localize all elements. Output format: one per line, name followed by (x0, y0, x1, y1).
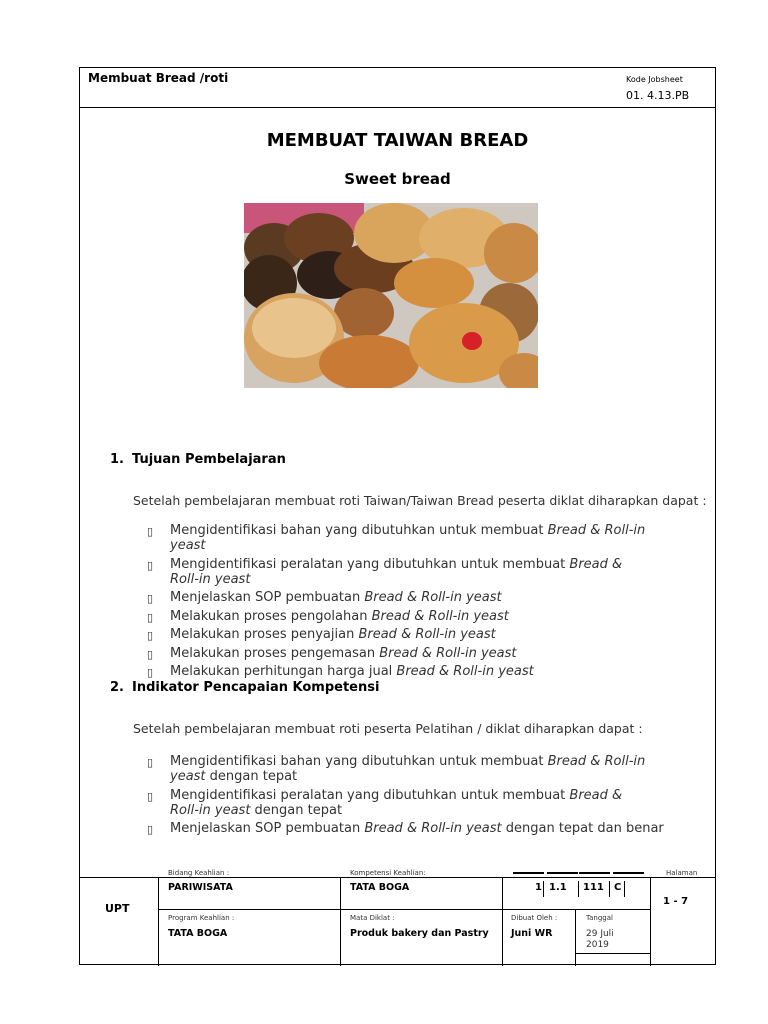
tanggal-year: 2019 (586, 940, 609, 950)
header-divider (79, 107, 716, 108)
bullet-icon: ▯ (147, 629, 154, 642)
code-line (578, 881, 579, 897)
code-line (579, 872, 610, 874)
halaman-label: Halaman (666, 869, 698, 877)
kompetensi-value: TATA BOGA (350, 882, 410, 893)
list-item: ▯ Melakukan proses pengemasan Bread & Roll-in yeast (147, 645, 517, 661)
code-part: 111 (583, 882, 604, 893)
footer-border (576, 953, 651, 954)
list-item: ▯ Melakukan proses pengolahan Bread & Roll-in yeast (147, 608, 509, 624)
code-part: 1 (535, 882, 542, 893)
bullet-icon: ▯ (147, 789, 154, 803)
footer-border (502, 877, 503, 966)
dibuat-label: Dibuat Oleh : (511, 914, 558, 922)
kompetensi-label: Kompetensi Keahlian: (350, 869, 426, 877)
section-number: 1. (110, 452, 124, 467)
diklat-label: Mata Diklat : (350, 914, 395, 922)
sweet-bread-photo (244, 203, 538, 388)
bidang-label: Bidang Keahlian : (168, 869, 230, 877)
section-heading-indikator (110, 680, 379, 695)
code-line (613, 872, 644, 874)
bullet-icon: ▯ (147, 647, 154, 661)
bullet-icon: ▯ (147, 592, 154, 605)
list-item: ▯ Menjelaskan SOP pembuatan Bread & Roll-in yeast (147, 590, 502, 605)
diklat-value: Produk bakery dan Pastry (350, 928, 489, 939)
list-item: ▯ Mengidentifikasi peralatan yang dibutuhkan untuk membuat Bread & Roll-in yeast (147, 556, 623, 587)
bullet-icon: ▯ (147, 666, 154, 679)
bullet-icon: ▯ (147, 558, 154, 572)
section-heading-tujuan (110, 452, 286, 467)
list-item: ▯ Melakukan proses penyajian Bread & Roll-in yeast (147, 627, 496, 642)
section-number: 2. (110, 680, 124, 695)
header-title: Membuat Bread /roti (88, 71, 229, 85)
bidang-value: PARIWISATA (168, 882, 233, 893)
pastry-illustration (244, 203, 538, 388)
footer-border (158, 877, 159, 966)
footer-border (575, 909, 576, 966)
list-item: ▯ Mengidentifikasi bahan yang dibutuhkan untuk membuat Bread & Roll-in yeast dengan tepat (147, 754, 646, 784)
code-line (624, 881, 625, 897)
section-intro: Setelah pembelajaran membuat roti Taiwan/Taiwan Bread peserta diklat diharapkan dapat : (133, 493, 707, 508)
code-line (543, 881, 544, 897)
footer-border (158, 909, 650, 910)
tanggal-value: 29 Juli (586, 929, 614, 939)
dibuat-value: Juni WR (511, 928, 553, 939)
code-line (513, 872, 544, 874)
bullet-icon: ▯ (147, 525, 154, 538)
kode-jobsheet-value: 01. 4.13.PB (626, 89, 690, 102)
section-title: Indikator Pencapaian Kompetensi (132, 680, 380, 695)
footer-border (79, 964, 716, 965)
footer-border (340, 877, 341, 966)
tujuan-list (147, 523, 670, 683)
bullet-icon: ▯ (147, 823, 154, 836)
document-title: MEMBUAT TAIWAN BREAD (266, 130, 529, 151)
tanggal-label: Tanggal (586, 914, 613, 922)
section-intro: Setelah pembelajaran membuat roti peserta Pelatihan / diklat diharapkan dapat : (133, 721, 643, 736)
bullet-icon: ▯ (147, 756, 154, 769)
bullet-icon: ▯ (147, 610, 154, 624)
code-part: C (614, 882, 622, 893)
list-item: ▯ Mengidentifikasi bahan yang dibutuhkan untuk membuat Bread & Roll-in yeast (147, 523, 646, 553)
list-item: ▯ Mengidentifikasi peralatan yang dibutuhkan untuk membuat Bread & Roll-in yeast dengan tepat (147, 787, 623, 818)
program-label: Program Keahlian : (168, 914, 235, 922)
indikator-list (147, 754, 670, 840)
list-item: ▯ Menjelaskan SOP pembuatan Bread & Roll-in yeast dengan tepat dan benar (147, 821, 664, 836)
code-line (547, 872, 578, 874)
document-subtitle: Sweet bread (344, 170, 451, 188)
code-part: 1.1 (549, 882, 567, 893)
program-value: TATA BOGA (168, 928, 228, 939)
footer-border (79, 877, 716, 878)
halaman-value: 1 - 7 (663, 896, 689, 907)
upt-label: UPT (105, 902, 130, 915)
kode-jobsheet-label: Kode Jobsheet (626, 75, 683, 84)
code-line (609, 881, 610, 897)
section-title: Tujuan Pembelajaran (132, 452, 286, 467)
footer-table (79, 869, 716, 966)
list-item: ▯ Melakukan perhitungan harga jual Bread & Roll-in yeast (147, 664, 534, 679)
